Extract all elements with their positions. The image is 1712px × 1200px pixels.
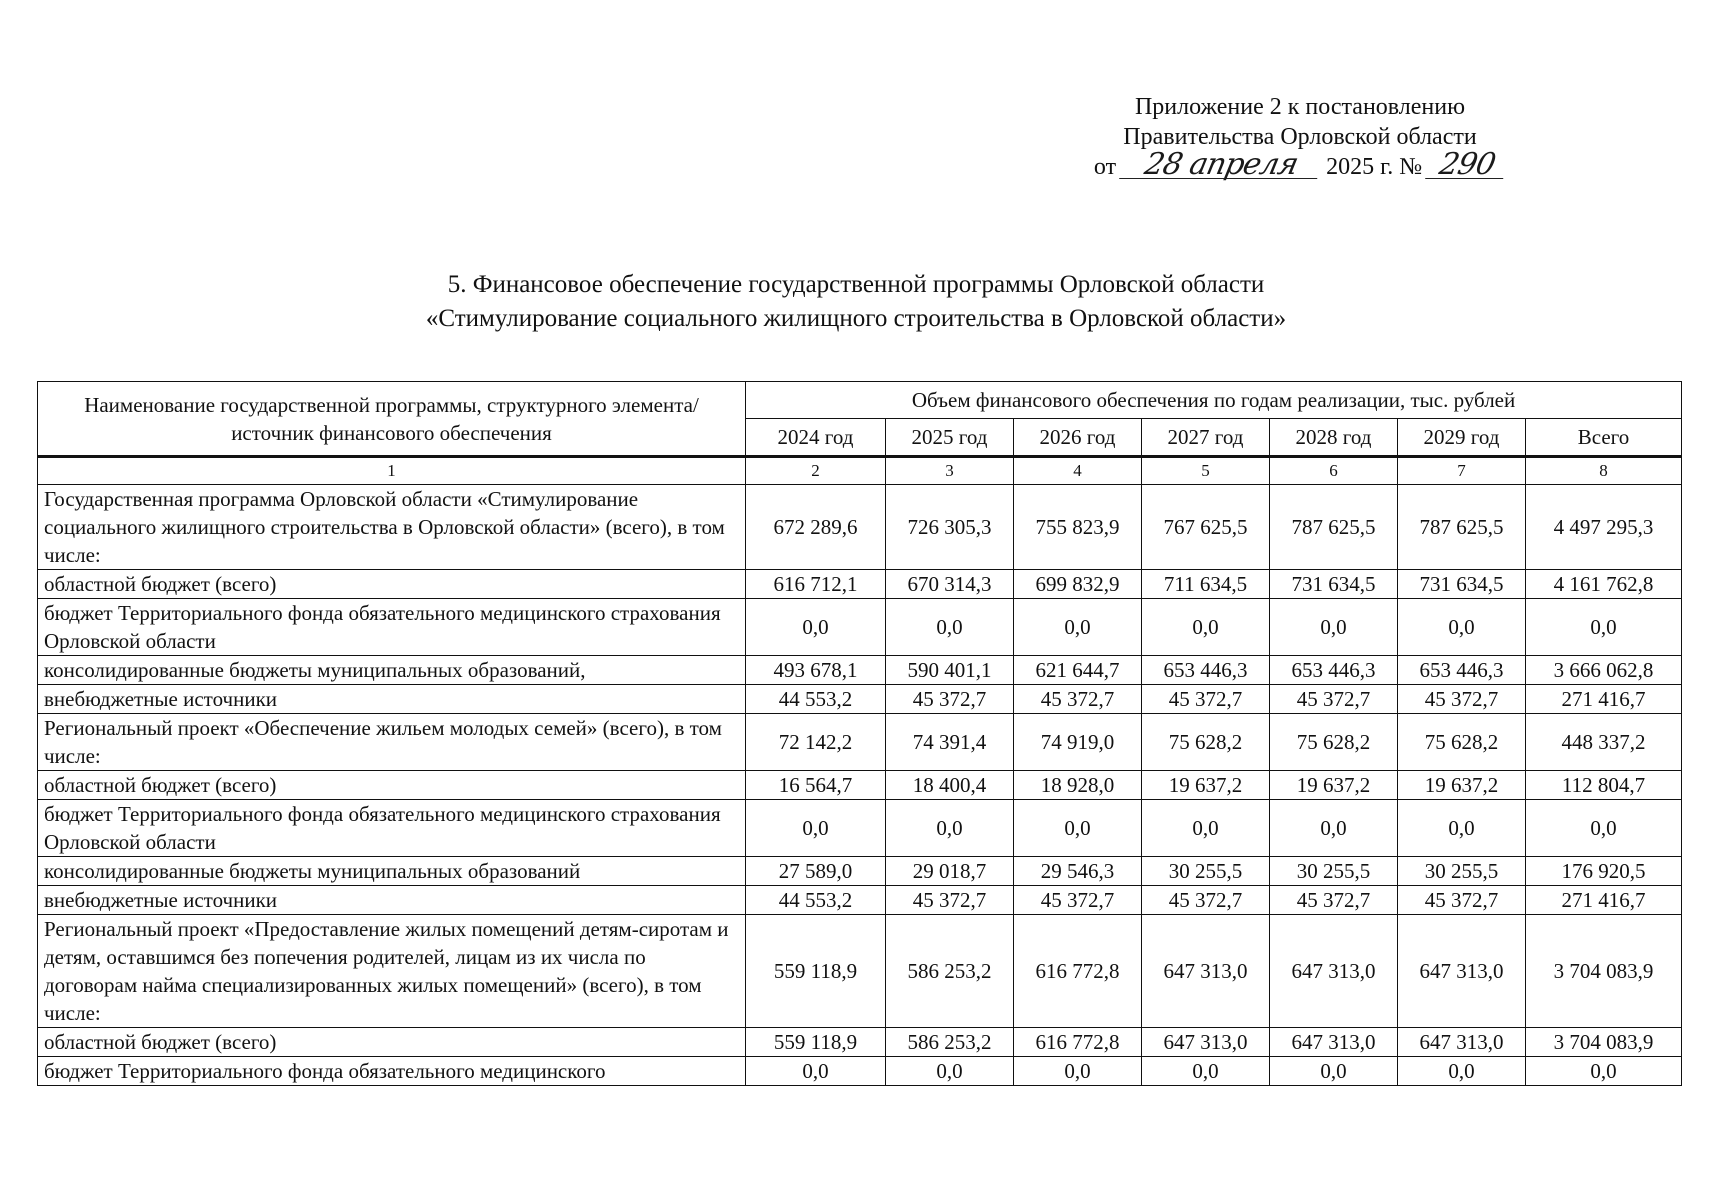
header-row-1 — [38, 382, 1682, 419]
row-value-cell: 0,0 — [1014, 800, 1142, 857]
row-value-cell: 647 313,0 — [1142, 915, 1270, 1028]
row-name-cell: внебюджетные источники — [38, 685, 746, 714]
row-value-cell: 726 305,3 — [886, 485, 1014, 570]
row-value-cell: 621 644,7 — [1014, 656, 1142, 685]
row-value-cell: 29 546,3 — [1014, 857, 1142, 886]
table-row — [38, 857, 1682, 886]
row-value-cell: 0,0 — [1398, 599, 1526, 656]
handwritten-date: 28 апреля — [1119, 152, 1323, 179]
row-value-cell: 72 142,2 — [746, 714, 886, 771]
row-value-cell: 0,0 — [886, 1057, 1014, 1086]
row-value-cell: 271 416,7 — [1526, 886, 1682, 915]
row-value-cell: 616 772,8 — [1014, 915, 1142, 1028]
row-value-cell: 45 372,7 — [886, 886, 1014, 915]
handwritten-number: 290 — [1425, 152, 1509, 179]
row-value-cell: 672 289,6 — [746, 485, 886, 570]
section-title-line-1: 5. Финансовое обеспечение государственной программы Орловской области — [447, 271, 1265, 298]
row-value-cell: 586 253,2 — [886, 915, 1014, 1028]
column-header-2026: 2026 год — [1014, 419, 1142, 457]
table-row — [38, 800, 1682, 857]
row-name-cell: Региональный проект «Предоставление жилых помещений детям-сиротам и детям, оставшимся без попечения родителей, лицам из их числа по договорам найма специализированных жилых помещений» (всего), в том числе: — [38, 915, 746, 1028]
column-number: 1 — [38, 457, 746, 485]
row-value-cell: 0,0 — [1526, 800, 1682, 857]
row-value-cell: 27 589,0 — [746, 857, 886, 886]
row-value-cell: 176 920,5 — [1526, 857, 1682, 886]
row-value-cell: 75 628,2 — [1270, 714, 1398, 771]
column-number: 2 — [746, 457, 886, 485]
table-row — [38, 485, 1682, 570]
row-value-cell: 647 313,0 — [1398, 915, 1526, 1028]
row-value-cell: 0,0 — [1142, 599, 1270, 656]
column-header-2025: 2025 год — [886, 419, 1014, 457]
row-value-cell: 44 553,2 — [746, 886, 886, 915]
row-value-cell: 30 255,5 — [1270, 857, 1398, 886]
row-value-cell: 559 118,9 — [746, 915, 886, 1028]
column-number: 3 — [886, 457, 1014, 485]
row-value-cell: 112 804,7 — [1526, 771, 1682, 800]
row-value-cell: 19 637,2 — [1398, 771, 1526, 800]
row-value-cell: 0,0 — [1526, 599, 1682, 656]
row-value-cell: 19 637,2 — [1142, 771, 1270, 800]
row-value-cell: 616 772,8 — [1014, 1028, 1142, 1057]
row-value-cell: 493 678,1 — [746, 656, 886, 685]
year-number-label: 2025 г. № — [1326, 154, 1423, 180]
row-value-cell: 19 637,2 — [1270, 771, 1398, 800]
row-name-cell: бюджет Территориального фонда обязательного медицинского страхования Орловской области — [38, 599, 746, 656]
row-value-cell: 45 372,7 — [1398, 886, 1526, 915]
row-value-cell: 616 712,1 — [746, 570, 886, 599]
row-value-cell: 74 919,0 — [1014, 714, 1142, 771]
table-row — [38, 915, 1682, 1028]
row-value-cell: 0,0 — [1526, 1057, 1682, 1086]
row-value-cell: 711 634,5 — [1142, 570, 1270, 599]
row-value-cell: 0,0 — [886, 599, 1014, 656]
row-name-cell: областной бюджет (всего) — [38, 771, 746, 800]
row-value-cell: 787 625,5 — [1398, 485, 1526, 570]
financing-table — [37, 381, 1682, 1086]
appendix-header — [1070, 92, 1530, 182]
section-title-line-2: «Стимулирование социального жилищного строительства в Орловской области» — [425, 305, 1287, 332]
row-value-cell: 29 018,7 — [886, 857, 1014, 886]
name-column-header: Наименование государственной программы, структурного элемента/источник финансового обеспечения — [38, 382, 746, 457]
row-value-cell: 647 313,0 — [1270, 915, 1398, 1028]
row-name-cell: внебюджетные источники — [38, 886, 746, 915]
column-header-2028: 2028 год — [1270, 419, 1398, 457]
table-row — [38, 685, 1682, 714]
row-value-cell: 590 401,1 — [886, 656, 1014, 685]
row-name-cell: Государственная программа Орловской области «Стимулирование социального жилищного строительства в Орловской области» (всего), в том числе: — [38, 485, 746, 570]
row-value-cell: 787 625,5 — [1270, 485, 1398, 570]
column-number: 4 — [1014, 457, 1142, 485]
row-name-cell: областной бюджет (всего) — [38, 570, 746, 599]
row-value-cell: 30 255,5 — [1142, 857, 1270, 886]
row-value-cell: 559 118,9 — [746, 1028, 886, 1057]
row-value-cell: 4 497 295,3 — [1526, 485, 1682, 570]
row-value-cell: 45 372,7 — [1142, 886, 1270, 915]
table-row — [38, 714, 1682, 771]
row-value-cell: 45 372,7 — [1014, 886, 1142, 915]
row-value-cell: 0,0 — [1142, 1057, 1270, 1086]
table-row — [38, 771, 1682, 800]
row-value-cell: 75 628,2 — [1398, 714, 1526, 771]
row-value-cell: 0,0 — [886, 800, 1014, 857]
row-value-cell: 0,0 — [1014, 1057, 1142, 1086]
row-value-cell: 0,0 — [746, 599, 886, 656]
column-header-total: Всего — [1526, 419, 1682, 457]
row-value-cell: 448 337,2 — [1526, 714, 1682, 771]
row-value-cell: 4 161 762,8 — [1526, 570, 1682, 599]
row-value-cell: 653 446,3 — [1398, 656, 1526, 685]
row-value-cell: 0,0 — [1398, 1057, 1526, 1086]
section-title — [0, 268, 1712, 336]
row-value-cell: 0,0 — [1270, 800, 1398, 857]
table-row — [38, 886, 1682, 915]
row-value-cell: 45 372,7 — [1270, 685, 1398, 714]
table-row — [38, 599, 1682, 656]
row-value-cell: 271 416,7 — [1526, 685, 1682, 714]
row-value-cell: 647 313,0 — [1270, 1028, 1398, 1057]
table-row — [38, 1057, 1682, 1086]
row-value-cell: 18 400,4 — [886, 771, 1014, 800]
column-number-row — [38, 457, 1682, 485]
row-value-cell: 18 928,0 — [1014, 771, 1142, 800]
row-value-cell: 0,0 — [746, 1057, 886, 1086]
table-row — [38, 570, 1682, 599]
row-value-cell: 731 634,5 — [1398, 570, 1526, 599]
row-value-cell: 0,0 — [746, 800, 886, 857]
row-value-cell: 74 391,4 — [886, 714, 1014, 771]
row-value-cell: 647 313,0 — [1398, 1028, 1526, 1057]
column-number: 5 — [1142, 457, 1270, 485]
appendix-line-2: Правительства Орловской области — [1123, 124, 1477, 150]
row-value-cell: 44 553,2 — [746, 685, 886, 714]
volume-group-header: Объем финансового обеспечения по годам реализации, тыс. рублей — [746, 382, 1682, 419]
table-row — [38, 1028, 1682, 1057]
row-name-cell: бюджет Территориального фонда обязательного медицинского страхования Орловской области — [38, 800, 746, 857]
row-value-cell: 16 564,7 — [746, 771, 886, 800]
appendix-date-line — [1070, 147, 1530, 182]
row-value-cell: 586 253,2 — [886, 1028, 1014, 1057]
row-value-cell: 3 704 083,9 — [1526, 1028, 1682, 1057]
row-value-cell: 45 372,7 — [886, 685, 1014, 714]
row-value-cell: 45 372,7 — [1014, 685, 1142, 714]
row-value-cell: 653 446,3 — [1142, 656, 1270, 685]
row-value-cell: 45 372,7 — [1142, 685, 1270, 714]
row-value-cell: 0,0 — [1270, 1057, 1398, 1086]
row-name-cell: Региональный проект «Обеспечение жильем молодых семей» (всего), в том числе: — [38, 714, 746, 771]
appendix-line-1: Приложение 2 к постановлению — [1134, 94, 1466, 120]
row-value-cell: 45 372,7 — [1270, 886, 1398, 915]
row-value-cell: 699 832,9 — [1014, 570, 1142, 599]
row-name-cell: областной бюджет (всего) — [38, 1028, 746, 1057]
column-number: 7 — [1398, 457, 1526, 485]
row-name-cell: консолидированные бюджеты муниципальных образований, — [38, 656, 746, 685]
row-value-cell: 75 628,2 — [1142, 714, 1270, 771]
row-value-cell: 0,0 — [1142, 800, 1270, 857]
row-value-cell: 0,0 — [1398, 800, 1526, 857]
column-header-2027: 2027 год — [1142, 419, 1270, 457]
row-value-cell: 0,0 — [1270, 599, 1398, 656]
row-value-cell: 767 625,5 — [1142, 485, 1270, 570]
row-value-cell: 755 823,9 — [1014, 485, 1142, 570]
column-number: 8 — [1526, 457, 1682, 485]
row-value-cell: 3 666 062,8 — [1526, 656, 1682, 685]
row-value-cell: 670 314,3 — [886, 570, 1014, 599]
row-value-cell: 45 372,7 — [1398, 685, 1526, 714]
column-header-2024: 2024 год — [746, 419, 886, 457]
row-value-cell: 647 313,0 — [1142, 1028, 1270, 1057]
row-name-cell: консолидированные бюджеты муниципальных образований — [38, 857, 746, 886]
column-header-2029: 2029 год — [1398, 419, 1526, 457]
row-value-cell: 0,0 — [1014, 599, 1142, 656]
column-number: 6 — [1270, 457, 1398, 485]
table-row — [38, 656, 1682, 685]
row-value-cell: 731 634,5 — [1270, 570, 1398, 599]
row-value-cell: 3 704 083,9 — [1526, 915, 1682, 1028]
row-name-cell: бюджет Территориального фонда обязательного медицинского — [38, 1057, 746, 1086]
date-prefix: от — [1093, 154, 1117, 180]
row-value-cell: 653 446,3 — [1270, 656, 1398, 685]
row-value-cell: 30 255,5 — [1398, 857, 1526, 886]
